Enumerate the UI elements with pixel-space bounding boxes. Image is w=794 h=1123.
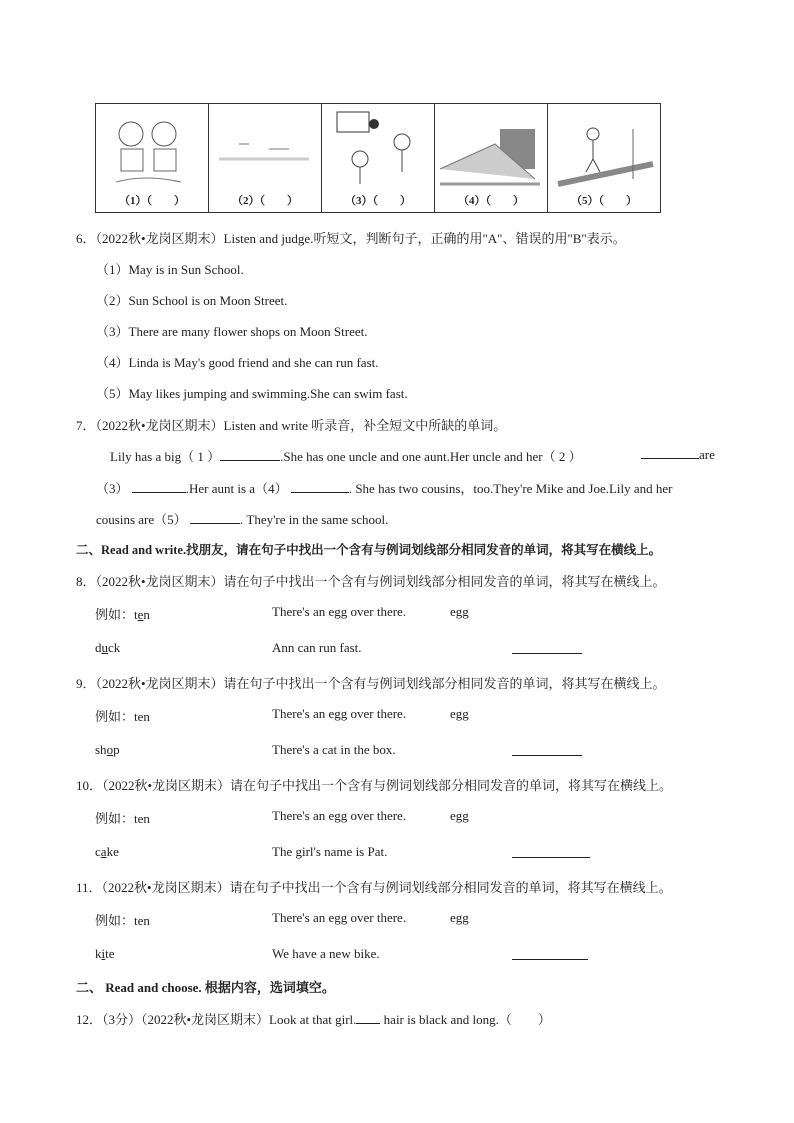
picture-panel-4: [435, 104, 548, 212]
picture-caption: （2）（ ）: [232, 195, 298, 207]
answer-blank-4[interactable]: [291, 480, 349, 493]
word-underlined: o: [106, 742, 114, 757]
target-sentence: Ann can run fast.: [272, 640, 362, 655]
phonics-stem: 11．（2022秋•龙岗区期末）请在句子中找出一个含有与例词划线部分相同发音的单词，将其写在横线上。: [76, 880, 672, 895]
example-label: 例如：: [95, 811, 135, 826]
word-underlined: u: [101, 640, 108, 655]
target-word: [95, 640, 120, 656]
target-sentence: There's a cat in the box.: [272, 742, 396, 757]
target-word: [95, 844, 119, 860]
q6-item: （5）May likes jumping and swimming.She can swim fast.: [96, 386, 408, 401]
phonics-stem: 9．（2022秋•龙岗区期末）请在句子中找出一个含有与例词划线部分相同发音的单词，将其写在横线上。: [76, 676, 666, 691]
example-pre: ten: [134, 811, 150, 826]
example-label: 例如：: [95, 709, 135, 724]
answer-blank-5[interactable]: [190, 511, 240, 524]
section-title: 二、 Read and choose. 根据内容，选词填空。: [76, 980, 335, 995]
q7-text: .She has one uncle and one aunt.Her uncle and her（ 2 ）: [280, 449, 582, 464]
target-word: [95, 742, 120, 758]
word-post: te: [105, 946, 115, 961]
word-post: ck: [108, 640, 121, 655]
q6-item: （4）Linda is May's good friend and she can run fast.: [96, 355, 379, 370]
answer-blank-3[interactable]: [132, 480, 186, 493]
answer-blank[interactable]: [512, 845, 590, 858]
q7-line-2: [96, 478, 673, 497]
example-post: n: [143, 607, 150, 622]
picture-panel-1: [96, 104, 209, 212]
answer-blank[interactable]: [512, 947, 588, 960]
example-answer: egg: [450, 808, 469, 823]
word-post: p: [113, 742, 120, 757]
example-sentence: There's an egg over there.: [272, 910, 407, 925]
picture-caption: （1）（ ）: [119, 195, 185, 207]
example-label: 例如：: [95, 607, 135, 622]
section-title: 二、Read and write.找朋友，请在句子中找出一个含有与例词划线部分相同发音的单词，将其写在横线上。: [76, 543, 662, 557]
word-pre: d: [95, 640, 102, 655]
q6-item: （3）There are many flower shops on Moon Street.: [96, 324, 368, 339]
q7-text: .Her aunt is a（4）: [185, 481, 288, 496]
picture-panel-2: [209, 104, 322, 212]
q12-rest: hair is black and long.（ ）: [380, 1012, 551, 1027]
example-pre: ten: [134, 913, 150, 928]
example-word: [95, 910, 150, 929]
picture-panel-5: [548, 104, 660, 212]
answer-blank[interactable]: [356, 1011, 380, 1024]
example-answer: egg: [450, 910, 469, 925]
word-pre: k: [95, 946, 102, 961]
q6-stem: 6．（2022秋•龙岗区期末）Listen and judge.听短文，判断句子，正确的用"A"、错误的用"B"表示。: [76, 231, 626, 246]
picture-caption: （3）（ ）: [345, 195, 411, 207]
example-sentence: There's an egg over there.: [272, 604, 407, 619]
q7-text: are: [699, 447, 715, 462]
q12: [76, 1009, 551, 1028]
example-answer: egg: [450, 604, 469, 619]
word-underlined: a: [100, 844, 107, 859]
picture-panel-3: [322, 104, 435, 212]
q7-line-3: [96, 509, 388, 528]
answer-blank-2[interactable]: [641, 446, 699, 459]
target-word: [95, 946, 115, 962]
q7-text: cousins are（5）: [96, 512, 187, 527]
example-answer: egg: [450, 706, 469, 721]
example-sentence: There's an egg over there.: [272, 706, 407, 721]
word-underlined: i: [101, 946, 106, 961]
word-post: ke: [106, 844, 119, 859]
phonics-stem: 8．（2022秋•龙岗区期末）请在句子中找出一个含有与例词划线部分相同发音的单词，将其写在横线上。: [76, 574, 666, 589]
word-pre: c: [95, 844, 101, 859]
example-sentence: There's an egg over there.: [272, 808, 407, 823]
q7-text: . She has two cousins，too.They're Mike and Joe.Lily and her: [348, 481, 673, 496]
answer-blank[interactable]: [512, 743, 582, 756]
q12-stem: 12．（3分）（2022秋•龙岗区期末）Look at that girl.: [76, 1012, 357, 1027]
target-sentence: We have a new bike.: [272, 946, 380, 961]
example-pre: t: [134, 607, 138, 622]
q7-stem: 7．（2022秋•龙岗区期末）Listen and write 听录音，补全短文中所缺的单词。: [76, 418, 507, 433]
q7-text: Lily has a big（ 1 ）: [110, 449, 221, 464]
q7-line-1-end: [641, 446, 715, 463]
target-sentence: The girl's name is Pat.: [272, 844, 388, 859]
example-underlined: e: [137, 607, 144, 622]
example-word: [95, 604, 150, 623]
example-pre: ten: [134, 709, 150, 724]
phonics-stem: 10．（2022秋•龙岗区期末）请在句子中找出一个含有与例词划线部分相同发音的单词，将其写在横线上。: [76, 778, 673, 793]
q7-text: （3）: [96, 481, 129, 496]
q7-line-1: [110, 446, 582, 465]
example-label: 例如：: [95, 913, 135, 928]
word-pre: sh: [95, 742, 107, 757]
picture-caption: （4）（ ）: [458, 195, 524, 207]
answer-blank[interactable]: [512, 641, 582, 654]
picture-strip: [95, 103, 661, 213]
q6-item: （2）Sun School is on Moon Street.: [96, 293, 288, 308]
answer-blank-1[interactable]: [220, 448, 280, 461]
example-word: [95, 808, 150, 827]
picture-caption: （5）（ ）: [571, 195, 637, 207]
q6-item: （1）May is in Sun School.: [96, 262, 244, 277]
q7-text: . They're in the same school.: [239, 512, 389, 527]
example-word: [95, 706, 150, 725]
